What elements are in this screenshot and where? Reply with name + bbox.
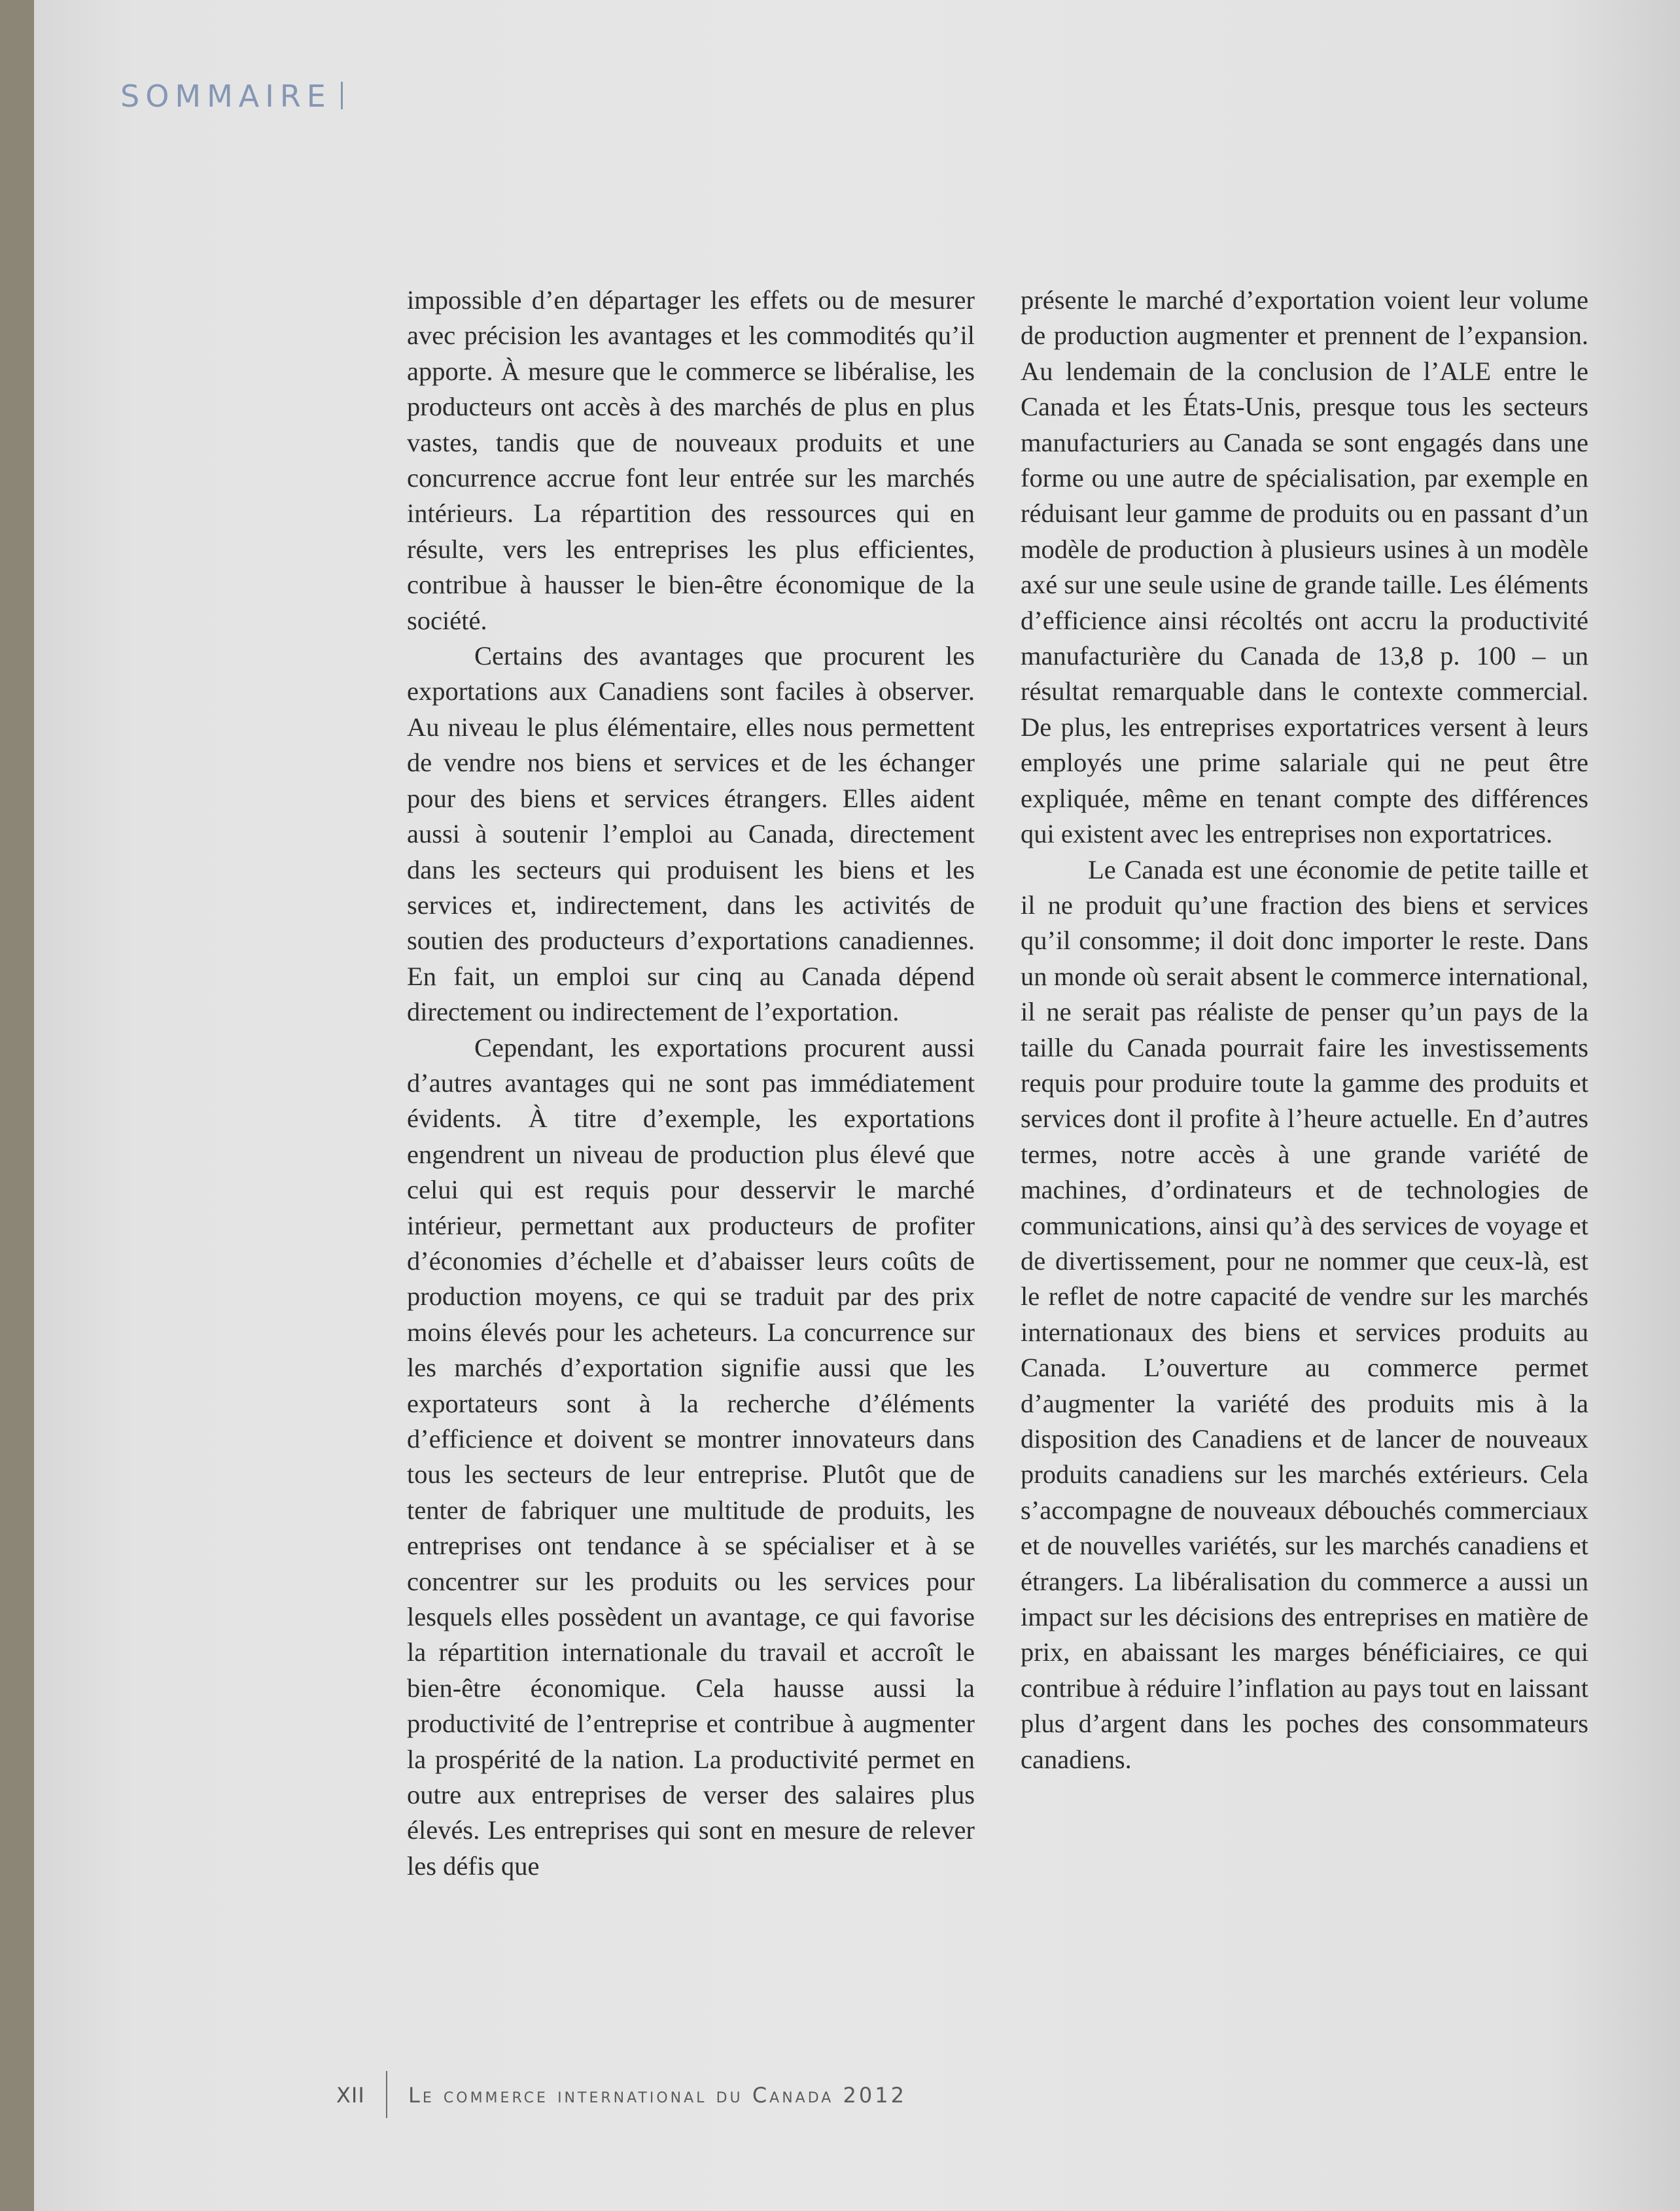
paragraph: présente le marché d’exportation voient leur volume de production augmenter et prennent de l’expansion. Au lendemain de la conclusion de l’ALE entre le Canada et les États-Unis, presque tous les secteurs manufacturiers au Canada se sont engagés dans une forme ou une autre de spécialisation, par exemple en réduisant leur gamme de produits ou en passant d’un modèle de production à plusieurs usines à un modèle axé sur une seule usine de grande taille. Les éléments d’efficience ainsi récoltés ont accru la productivité manufacturière du Canada de 13,8 p. 100 – un résultat remarquable dans le contexte commercial. De plus, les entreprises exportatrices versent à leurs employés une prime salariale qui ne peut être expliquée, même en tenant compte des différences qui existent avec les entreprises non exportatrices.	[1021, 285, 1588, 849]
book-spine	[0, 0, 34, 2211]
paragraph: Cependant, les exportations procurent aussi d’autres avantages qui ne sont pas immédiatement évidents. À titre d’exemple, les exportations engendrent un niveau de production plus élevé que celui qui est requis pour desservir le marché intérieur, permettant aux producteurs de profiter d’économies d’échelle et d’abaisser leurs coûts de production moyens, ce qui se traduit par des prix moins élevés pour les acheteurs. La concurrence sur les marchés d’exportation signifie aussi que les exportateurs sont à la recherche d’éléments d’efficience et doivent se montrer innovateurs dans tous les secteurs de leur entreprise. Plutôt que de tenter de fabriquer une multitude de produits, les entreprises ont tendance à se spécialiser et à se concentrer sur les produits ou les services pour lesquels elles possèdent un avantage, ce qui favorise la répartition internationale du travail et accroît le bien-être économique. Cela hausse aussi la productivité de l’entreprise et contribue à augmenter la prospérité de la nation. La productivité permet en outre aux entreprises de verser des salaires plus élevés. Les entreprises qui sont en mesure de relever les défis que	[407, 1032, 975, 1881]
left-column	[407, 283, 975, 1884]
section-title: SOMMAIRE	[120, 78, 332, 114]
right-column	[1021, 283, 1588, 1777]
header-divider	[341, 82, 343, 109]
section-header	[120, 78, 343, 114]
paragraph: Certains des avantages que procurent les exportations aux Canadiens sont faciles à observer. Au niveau le plus élémentaire, elles nous permettent de vendre nos biens et services et de les échanger pour des biens et services étrangers. Elles aident aussi à soutenir l’emploi au Canada, directement dans les secteurs qui produisent les biens et les services et, indirectement, dans les activités de soutien des producteurs d’exportations canadiennes. En fait, un emploi sur cinq au Canada dépend directement ou indirectement de l’exportation.	[407, 641, 975, 1027]
publication-title: Le commerce international du Canada 2012	[408, 2083, 907, 2108]
paragraph: Le Canada est une économie de petite taille et il ne produit qu’une fraction des biens et services qu’il consomme; il doit donc importer le reste. Dans un monde où serait absent le commerce international, il ne serait pas réaliste de penser qu’un pays de la taille du Canada pourrait faire les investissements requis pour produire toute la gamme des produits et services dont il profite à l’heure actuelle. En d’autres termes, notre accès à une grande variété de machines, d’ordinateurs et de technologies de communications, ainsi qu’à des services de voyage et de divertissement, pour ne nommer que ceux-là, est le reflet de notre capacité de vendre sur les marchés internationaux des biens et services produits au Canada. L’ouverture au commerce permet d’augmenter la variété des produits mis à la disposition des Canadiens et de lancer de nouveaux produits canadiens sur les marchés extérieurs. Cela s’accompagne de nouveaux débouchés commerciaux et de nouvelles variétés, sur les marchés canadiens et étrangers. La libéralisation du commerce a aussi un impact sur les décisions des entreprises en matière de prix, en abaissant les marges bénéficiaires, ce qui contribue à réduire l’inflation au pays tout en laissant plus d’argent dans les poches des consommateurs canadiens.	[1021, 854, 1588, 1774]
paragraph: impossible d’en départager les effets ou de mesurer avec précision les avantages et les commodités qu’il apporte. À mesure que le commerce se libéralise, les producteurs ont accès à des marchés de plus en plus vastes, tandis que de nouveaux produits et une concurrence accrue font leur entrée sur les marchés intérieurs. La répartition des ressources qui en résulte, vers les entreprises les plus efficientes, contribue à hausser le bien-être économique de la société.	[407, 285, 975, 635]
footer-divider	[386, 2071, 387, 2118]
page	[34, 0, 1680, 2211]
page-number: XII	[336, 2083, 365, 2108]
